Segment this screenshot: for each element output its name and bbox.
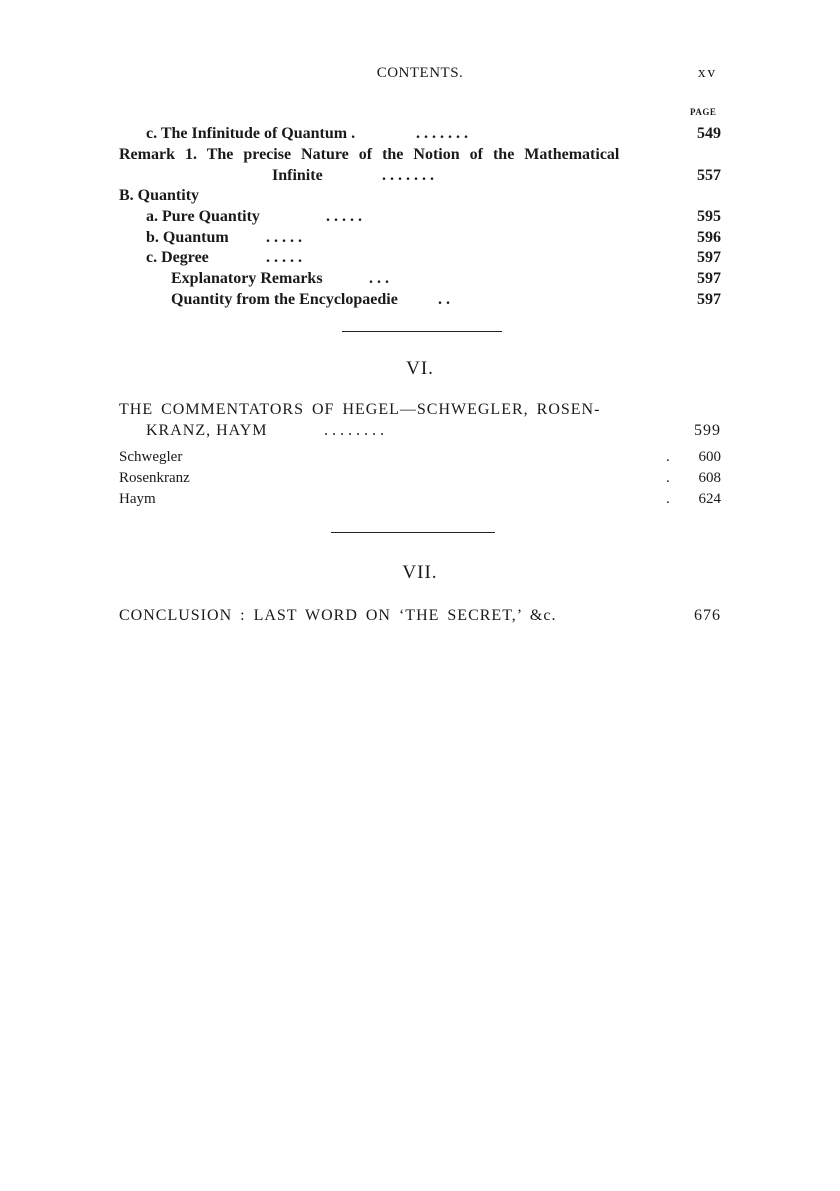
toc-entry	[171, 289, 721, 310]
toc-leader-dots: . . . . .	[266, 249, 302, 266]
toc-leader-dots: . . . . . . . .	[324, 422, 384, 439]
section-vii-entry	[119, 605, 721, 626]
toc-entry-page: 624	[698, 491, 721, 507]
toc-entry-text: Quantity from the Encyclopaedie	[171, 291, 398, 308]
toc-entry-page: 608	[698, 470, 721, 486]
toc-entry	[146, 206, 721, 227]
section-vi-heading-line2	[146, 420, 721, 441]
toc-heading-text: KRANZ, HAYM	[146, 422, 268, 439]
toc-heading-text: THE COMMENTATORS OF HEGEL—SCHWEGLER, ROSEN-	[119, 401, 601, 418]
toc-entry	[146, 227, 721, 248]
toc-entry-text: Remark 1. The precise Nature of the Notion of the Mathematical	[119, 146, 620, 163]
section-numeral-vii: VII.	[402, 562, 438, 583]
toc-leader-dot: .	[666, 491, 670, 507]
toc-entry-text: c. Degree	[146, 249, 209, 266]
toc-entry	[146, 247, 721, 268]
toc-entry-text: Infinite	[272, 167, 323, 184]
section-vi-heading-line1	[119, 399, 721, 420]
toc-entry	[171, 268, 721, 289]
toc-leader-dot: .	[666, 470, 670, 486]
section-divider	[342, 331, 502, 332]
toc-heading-text: CONCLUSION : LAST WORD ON ‘THE SECRET,’ &c.	[119, 607, 557, 624]
toc-entry-page: 597	[697, 291, 721, 308]
toc-entry	[119, 185, 319, 206]
toc-leader-dots: . . . . .	[326, 208, 362, 225]
toc-entry-text: a. Pure Quantity	[146, 208, 260, 225]
toc-entry-page: 595	[697, 208, 721, 225]
toc-leader-dots: . . . . .	[266, 229, 302, 246]
running-header-page-number: xv	[698, 65, 717, 81]
toc-entry-page: 549	[697, 125, 721, 142]
toc-entry-page: 599	[694, 422, 721, 439]
section-numeral-vi: VI.	[406, 358, 434, 379]
toc-entry-text: b. Quantum	[146, 229, 229, 246]
toc-entry-text: B. Quantity	[119, 187, 200, 204]
toc-entry	[272, 165, 721, 186]
toc-entry	[119, 468, 721, 489]
toc-leader-dots: . . . . . . .	[416, 125, 468, 142]
toc-entry-text: c. The Infinitude of Quantum .	[146, 125, 356, 142]
toc-entry-page: 557	[697, 167, 721, 184]
page-column-label: PAGE	[690, 107, 717, 117]
toc-entry-text: Schwegler	[119, 449, 183, 465]
toc-entry-page: 600	[698, 449, 721, 465]
toc-entry-page: 596	[697, 229, 721, 246]
toc-entry-page: 597	[697, 249, 721, 266]
toc-leader-dot: .	[666, 449, 670, 465]
toc-leader-dots: . . .	[369, 270, 389, 287]
running-header-title: CONTENTS.	[376, 65, 464, 81]
toc-entry-text: Haym	[119, 491, 156, 507]
toc-entry-page: 676	[694, 607, 721, 624]
section-divider	[331, 532, 495, 533]
toc-entry	[119, 144, 679, 165]
toc-leader-dots: . .	[438, 291, 450, 308]
toc-entry	[119, 447, 721, 468]
toc-entry	[146, 123, 721, 144]
toc-entry	[119, 489, 721, 510]
toc-entry-page: 597	[697, 270, 721, 287]
toc-leader-dots: . . . . . . .	[382, 167, 434, 184]
toc-entry-text: Rosenkranz	[119, 470, 190, 486]
toc-entry-text: Explanatory Remarks	[171, 270, 323, 287]
